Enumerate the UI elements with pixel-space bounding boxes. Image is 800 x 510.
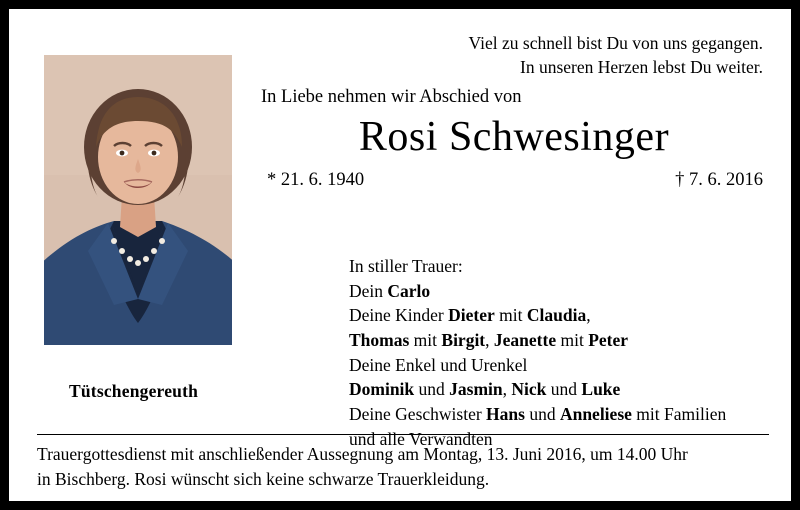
- portrait-photo: [44, 55, 232, 345]
- mourner-line: [349, 402, 726, 427]
- service-line-1: Trauergottesdienst mit anschließender Aussegnung am Montag, 13. Juni 2016, um 14.00 Uhr: [37, 444, 688, 464]
- epitaph-line-2: In unseren Herzen lebst Du weiter.: [520, 57, 763, 78]
- mourner-name: Birgit: [441, 330, 486, 351]
- life-dates: [267, 170, 763, 191]
- service-details: [37, 434, 769, 492]
- main-text-column: [249, 87, 779, 191]
- intro-line: In Liebe nehmen wir Abschied von: [261, 87, 522, 107]
- mourner-name: Thomas: [349, 330, 410, 351]
- mourner-text: ,: [586, 305, 591, 326]
- place-label: Tütschengereuth: [69, 381, 199, 401]
- mourner-text: Dein: [349, 280, 388, 301]
- mourner-text: mit Familien: [631, 404, 727, 425]
- mourner-line: [349, 377, 726, 402]
- mourner-name: Claudia: [526, 305, 587, 326]
- mourner-text: mit: [556, 330, 589, 351]
- mourner-text: und: [546, 379, 582, 400]
- mourning-heading: In stiller Trauer:: [349, 256, 463, 276]
- mourner-name: Jeanette: [493, 330, 557, 351]
- mourner-name: Jasmin: [449, 379, 503, 400]
- mourner-text: ,: [485, 330, 494, 351]
- mourner-name: Luke: [581, 379, 621, 400]
- mourner-name: Nick: [511, 379, 547, 400]
- mourner-text: mit: [409, 330, 442, 351]
- mourner-name: Dieter: [448, 305, 495, 326]
- mourner-text: mit: [494, 305, 527, 326]
- mourners-block: [349, 254, 726, 451]
- mourner-text: und: [524, 404, 560, 425]
- mourner-text: Deine Kinder: [349, 305, 449, 326]
- mourner-line: [349, 303, 726, 328]
- epitaph-line-1: Viel zu schnell bist Du von uns gegangen.: [468, 33, 763, 53]
- mourner-name: Dominik: [349, 379, 415, 400]
- portrait-photo-graphic: [44, 55, 232, 345]
- mourner-name: Carlo: [387, 280, 431, 301]
- mourner-name: Hans: [486, 404, 525, 425]
- mourner-name: Peter: [588, 330, 629, 351]
- obituary-inner: [9, 9, 791, 501]
- mourner-line: [349, 279, 726, 304]
- mourner-text: und: [414, 379, 450, 400]
- mourner-line: [349, 328, 726, 353]
- mourner-text: Deine Enkel und Urenkel: [349, 354, 528, 375]
- mourner-text: Deine Geschwister: [349, 404, 487, 425]
- death-date: † 7. 6. 2016: [675, 170, 763, 191]
- mourner-text: ,: [502, 379, 512, 400]
- mourner-name: Anneliese: [559, 404, 632, 425]
- birth-date: * 21. 6. 1940: [267, 170, 365, 191]
- deceased-name: Rosi Schwesinger: [358, 114, 670, 160]
- mourner-line: [349, 353, 726, 378]
- mourners-list: [349, 279, 726, 452]
- service-line-2: in Bischberg. Rosi wünscht sich keine schwarze Trauerkleidung.: [37, 468, 490, 489]
- footer-divider: [37, 434, 769, 435]
- mourner-text: und alle Verwandten: [349, 428, 493, 449]
